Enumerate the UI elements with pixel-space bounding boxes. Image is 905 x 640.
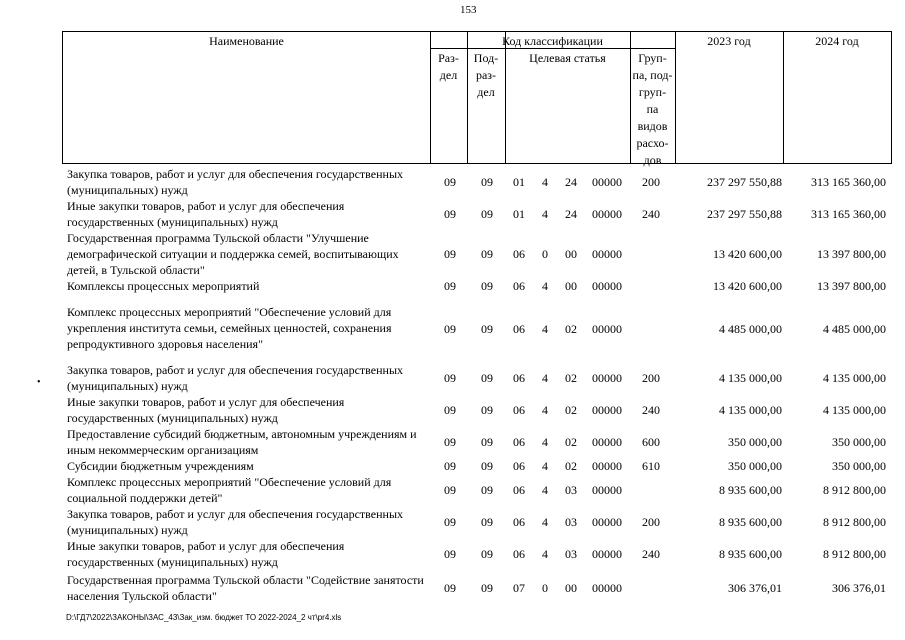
row-rz: 09 <box>444 403 456 417</box>
row-t1: 06 <box>513 279 525 293</box>
row-pr: 09 <box>481 371 493 385</box>
row-pr: 09 <box>481 547 493 561</box>
row-rz: 09 <box>444 459 456 473</box>
row-pr: 09 <box>481 435 493 449</box>
row-pr: 09 <box>481 403 493 417</box>
row-v2024: 13 397 800,00 <box>817 279 886 293</box>
row-t2: 4 <box>542 279 548 293</box>
row-rz: 09 <box>444 247 456 261</box>
row-rz: 09 <box>444 515 456 529</box>
table-row <box>0 230 905 278</box>
table-row <box>0 474 905 506</box>
row-t3: 03 <box>565 483 577 497</box>
row-t3: 00 <box>565 581 577 595</box>
row-t3: 00 <box>565 279 577 293</box>
row-pr: 09 <box>481 581 493 595</box>
row-t4: 00000 <box>592 371 622 385</box>
row-t1: 01 <box>513 175 525 189</box>
row-t3: 02 <box>565 459 577 473</box>
row-name: Закупка товаров, работ и услуг для обеспечения государственных (муниципальных) нужд <box>67 167 404 197</box>
row-vr: 200 <box>642 371 660 385</box>
row-t4: 00000 <box>592 547 622 561</box>
row-t4: 00000 <box>592 581 622 595</box>
row-t3: 03 <box>565 547 577 561</box>
row-name: Иные закупки товаров, работ и услуг для обеспечения государственных (муниципальных) нужд <box>67 199 345 229</box>
row-v2024: 4 485 000,00 <box>823 322 886 336</box>
header-2023: 2023 год <box>707 34 751 48</box>
row-pr: 09 <box>481 175 493 189</box>
row-v2023: 4 485 000,00 <box>719 322 782 336</box>
row-t4: 00000 <box>592 247 622 261</box>
row-t3: 24 <box>565 207 577 221</box>
row-v2024: 350 000,00 <box>832 435 886 449</box>
row-t1: 06 <box>513 515 525 529</box>
row-pr: 09 <box>481 459 493 473</box>
row-t3: 02 <box>565 435 577 449</box>
row-t1: 06 <box>513 371 525 385</box>
row-v2024: 313 165 360,00 <box>811 175 886 189</box>
table-row <box>0 304 905 354</box>
row-rz: 09 <box>444 483 456 497</box>
header-target: Целевая статья <box>529 51 606 65</box>
row-t3: 00 <box>565 247 577 261</box>
row-vr: 600 <box>642 435 660 449</box>
row-name: Закупка товаров, работ и услуг для обеспечения государственных (муниципальных) нужд <box>67 507 404 537</box>
row-v2023: 237 297 550,88 <box>707 175 782 189</box>
row-t4: 00000 <box>592 322 622 336</box>
row-t4: 00000 <box>592 175 622 189</box>
row-rz: 09 <box>444 435 456 449</box>
row-t3: 02 <box>565 322 577 336</box>
row-v2023: 8 935 600,00 <box>719 515 782 529</box>
row-rz: 09 <box>444 581 456 595</box>
row-name: Закупка товаров, работ и услуг для обеспечения государственных (муниципальных) нужд <box>67 363 404 393</box>
row-pr: 09 <box>481 322 493 336</box>
row-vr: 610 <box>642 459 660 473</box>
header-name: Наименование <box>209 34 284 48</box>
table-row <box>0 506 905 538</box>
row-t1: 06 <box>513 247 525 261</box>
row-pr: 09 <box>481 247 493 261</box>
row-name: Предоставление субсидий бюджетным, автономным учреждениям и иным некоммерческим организациям <box>67 427 417 457</box>
row-t1: 06 <box>513 435 525 449</box>
row-t4: 00000 <box>592 403 622 417</box>
row-vr: 200 <box>642 175 660 189</box>
row-pr: 09 <box>481 279 493 293</box>
row-t2: 4 <box>542 483 548 497</box>
row-vr: 240 <box>642 547 660 561</box>
row-t2: 4 <box>542 371 548 385</box>
table-row <box>0 362 905 394</box>
row-t2: 4 <box>542 207 548 221</box>
row-name: Государственная программа Тульской области "Содействие занятости населения Тульской области" <box>67 573 424 603</box>
row-rz: 09 <box>444 322 456 336</box>
row-t1: 06 <box>513 403 525 417</box>
row-v2023: 13 420 600,00 <box>713 279 782 293</box>
row-v2023: 13 420 600,00 <box>713 247 782 261</box>
table-header <box>62 31 892 167</box>
row-v2023: 8 935 600,00 <box>719 483 782 497</box>
row-vr: 200 <box>642 515 660 529</box>
row-t4: 00000 <box>592 515 622 529</box>
header-code: Код классификации <box>502 34 603 48</box>
row-t3: 02 <box>565 403 577 417</box>
row-v2023: 306 376,01 <box>728 581 782 595</box>
table-row <box>0 538 905 570</box>
row-rz: 09 <box>444 547 456 561</box>
row-name: Иные закупки товаров, работ и услуг для обеспечения государственных (муниципальных) нужд <box>67 395 345 425</box>
row-t3: 24 <box>565 175 577 189</box>
row-t1: 01 <box>513 207 525 221</box>
row-t2: 4 <box>542 459 548 473</box>
row-t1: 06 <box>513 547 525 561</box>
row-t3: 03 <box>565 515 577 529</box>
row-v2024: 4 135 000,00 <box>823 371 886 385</box>
row-t2: 4 <box>542 322 548 336</box>
divider <box>783 32 784 163</box>
row-t4: 00000 <box>592 483 622 497</box>
row-name: Субсидии бюджетным учреждениям <box>67 459 254 473</box>
row-vr: 240 <box>642 207 660 221</box>
row-t2: 4 <box>542 403 548 417</box>
row-v2024: 13 397 800,00 <box>817 247 886 261</box>
row-t4: 00000 <box>592 459 622 473</box>
table-row <box>0 426 905 458</box>
row-t4: 00000 <box>592 435 622 449</box>
row-v2023: 4 135 000,00 <box>719 403 782 417</box>
row-rz: 09 <box>444 279 456 293</box>
file-path-footer: D:\ГД7\2022\ЗАКОНЫ\ЗАС_43\Зак_изм. бюджет ТО 2022-2024_2 чт\pr4.xls <box>66 613 342 622</box>
table-row <box>0 394 905 426</box>
row-t3: 02 <box>565 371 577 385</box>
row-v2023: 350 000,00 <box>728 435 782 449</box>
row-name: Комплекс процессных мероприятий "Обеспечение условий для укрепления института семьи, семейных ценностей, сохранения репродуктивного здоровья населения" <box>67 305 392 351</box>
row-t1: 06 <box>513 459 525 473</box>
row-rz: 09 <box>444 207 456 221</box>
table-row <box>0 198 905 230</box>
row-t2: 4 <box>542 435 548 449</box>
row-v2023: 237 297 550,88 <box>707 207 782 221</box>
table-row <box>0 572 905 604</box>
page-number: 153 <box>460 4 477 16</box>
row-rz: 09 <box>444 371 456 385</box>
row-t2: 0 <box>542 581 548 595</box>
row-v2023: 350 000,00 <box>728 459 782 473</box>
row-pr: 09 <box>481 515 493 529</box>
row-vr: 240 <box>642 403 660 417</box>
stray-mark: • <box>37 377 41 388</box>
row-t2: 4 <box>542 175 548 189</box>
row-name: Государственная программа Тульской области "Улучшение демографической ситуации и поддержка семей, воспитывающих детей, в Тульской области" <box>67 231 399 277</box>
row-v2023: 4 135 000,00 <box>719 371 782 385</box>
row-v2024: 8 912 800,00 <box>823 483 886 497</box>
row-t1: 07 <box>513 581 525 595</box>
row-t1: 06 <box>513 322 525 336</box>
row-v2024: 8 912 800,00 <box>823 515 886 529</box>
table-row <box>0 458 905 474</box>
table-row <box>0 166 905 198</box>
row-v2024: 8 912 800,00 <box>823 547 886 561</box>
row-t4: 00000 <box>592 207 622 221</box>
row-v2024: 313 165 360,00 <box>811 207 886 221</box>
row-t1: 06 <box>513 483 525 497</box>
row-v2024: 4 135 000,00 <box>823 403 886 417</box>
row-name: Иные закупки товаров, работ и услуг для обеспечения государственных (муниципальных) нужд <box>67 539 345 569</box>
divider <box>675 32 676 163</box>
row-v2024: 306 376,01 <box>832 581 886 595</box>
header-razdel: Раз- дел <box>438 51 459 82</box>
row-t4: 00000 <box>592 279 622 293</box>
row-t2: 4 <box>542 515 548 529</box>
row-name: Комплексы процессных мероприятий <box>67 279 260 293</box>
header-podrazdel: Под- раз- дел <box>473 51 499 99</box>
row-pr: 09 <box>481 207 493 221</box>
row-t2: 0 <box>542 247 548 261</box>
row-name: Комплекс процессных мероприятий "Обеспечение условий для социальной поддержки детей" <box>67 475 392 505</box>
row-pr: 09 <box>481 483 493 497</box>
header-group: Груп- па, под- груп- па видов расхо- дов <box>632 51 673 167</box>
row-v2023: 8 935 600,00 <box>719 547 782 561</box>
row-rz: 09 <box>444 175 456 189</box>
row-v2024: 350 000,00 <box>832 459 886 473</box>
header-2024: 2024 год <box>815 34 859 48</box>
table-row <box>0 278 905 294</box>
row-t2: 4 <box>542 547 548 561</box>
